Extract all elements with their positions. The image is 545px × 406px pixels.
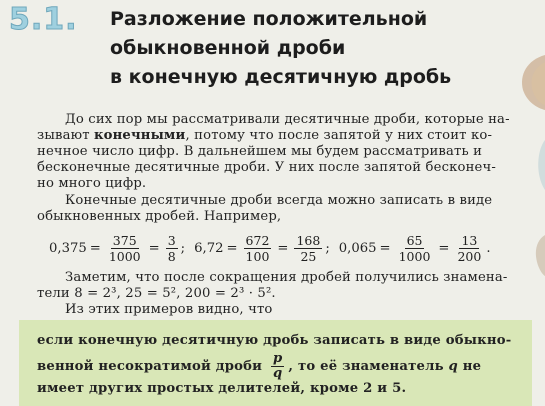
rule-text: , то её знаменатель [288,359,449,374]
denominator: 1000 [108,248,141,264]
period: . [486,240,491,256]
denominator: 100 [245,248,270,264]
separator: ; [180,240,186,256]
numerator: 65 [406,232,423,248]
section-number: 5.1. [9,2,78,37]
section-title-line-2: обыкновенной дроби [110,37,346,59]
decimal-c: 0,065 [338,240,377,256]
paragraph-1-line-3: нечное число цифр. В дальнейшем мы будем рассматривать и [37,144,483,159]
numerator: 672 [245,232,270,248]
numerator: 3 [167,232,176,248]
denominator: 1000 [398,248,431,264]
equals-sign: = [438,240,450,256]
fraction [455,233,483,264]
fraction [397,233,433,264]
decimal-b: 6,72 [194,240,224,256]
paragraph-2-line-2: обыкновенных дробей. Например, [37,209,282,224]
fraction [244,233,272,264]
rule-line-3: имеет других простых делителей, кроме 2 и 5. [37,381,407,396]
paragraph-2-line-1: Конечные десятичные дроби всегда можно записать в виде [65,193,493,208]
numerator: 168 [296,232,321,248]
text-fragment: , потому что после запятой у них стоит ко- [185,128,493,143]
equals-sign: = [89,240,101,256]
rule-text: венной несократимой дроби [37,359,263,374]
denominator-q: q [272,366,283,381]
denominator: 8 [167,248,176,264]
fraction [107,233,143,264]
rule-line-2 [37,352,481,381]
paragraph-1-line-5: но много цифр. [37,176,147,191]
section-title-line-1: Разложение положительной [110,8,428,30]
paragraph-3-line-1: Заметим, что после сокращения дробей получились знамена- [65,270,508,285]
equals-sign: = [226,240,238,256]
equals-sign: = [379,240,391,256]
decimal-a: 0,375 [49,240,87,256]
section-title-line-3: в конечную десятичную дробь [110,66,452,88]
paragraph-4: Из этих примеров видно, что [65,302,273,317]
equals-sign: = [148,240,160,256]
numerator: 375 [112,232,137,248]
fraction [294,233,322,264]
numerator-p: p [272,351,283,366]
paragraph-1-line-2 [37,128,492,144]
paragraph-3-line-2: тели 8 = 2³, 25 = 5², 200 = 2³ · 5². [37,286,276,301]
variable-q: q [448,359,458,374]
text-fragment: зывают [37,128,94,143]
denominator: 25 [300,248,317,264]
rule-line-1: если конечную десятичную дробь записать в виде обыкно- [37,333,512,348]
denominator: 200 [457,248,482,264]
fraction-p-over-q [271,352,284,381]
paragraph-1-line-1: До сих пор мы рассматривали десятичные дроби, которые на- [65,112,510,127]
term-finite: конечными [94,128,186,143]
equals-sign: = [277,240,289,256]
examples-formula [49,228,491,268]
numerator: 13 [461,232,478,248]
paragraph-1-line-4: бесконечные десятичные дроби. У них после запятой бесконеч- [37,160,496,175]
separator: ; [325,240,330,256]
fraction [166,233,178,264]
rule-text: не [457,359,482,374]
margin-illustration [507,0,545,405]
